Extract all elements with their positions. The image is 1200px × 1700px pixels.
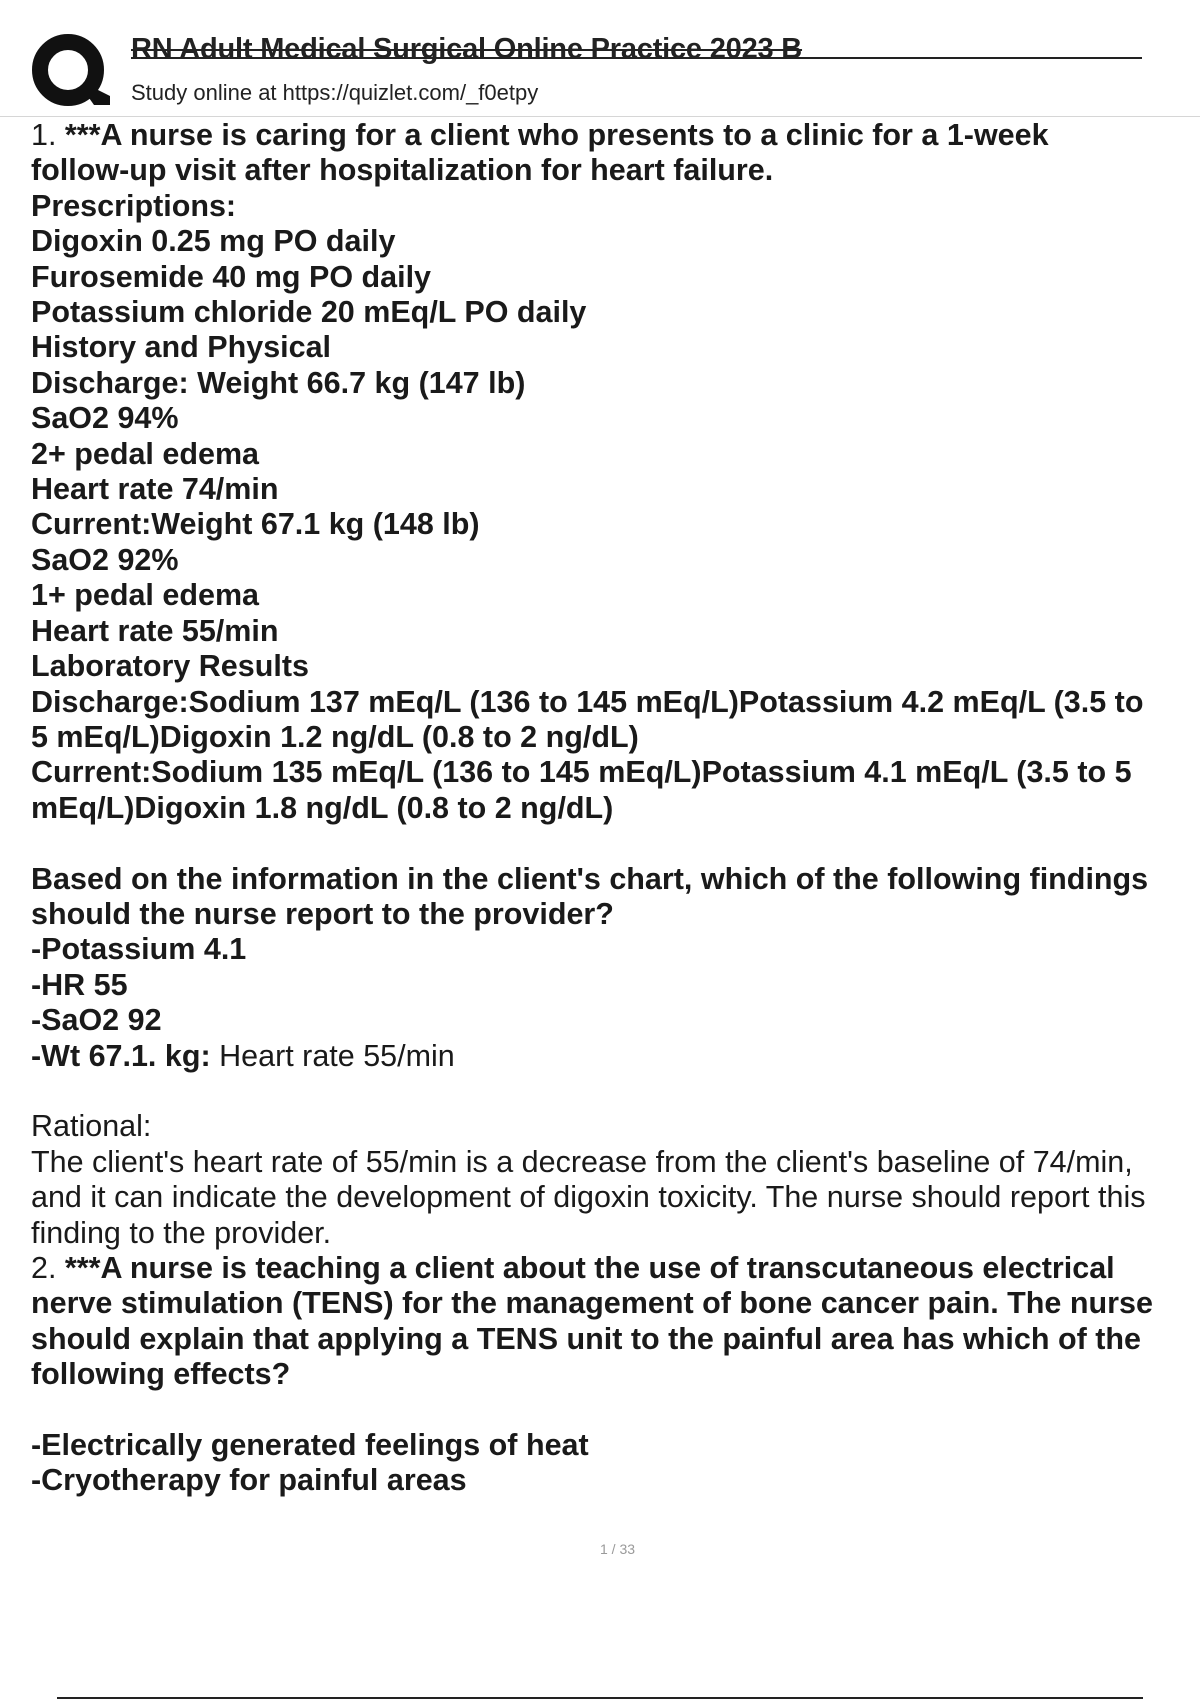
question-line: 2. ***A nurse is teaching a client about the use of transcutaneous electrical xyxy=(31,1250,1115,1285)
question-line: Heart rate 55/min xyxy=(31,613,279,648)
blank-line xyxy=(31,826,1200,861)
question-line: 1+ pedal edema xyxy=(31,578,260,613)
question-line: Laboratory Results xyxy=(31,649,309,684)
question-number: 2. xyxy=(31,1250,57,1285)
question-line: History and Physical xyxy=(31,330,332,365)
question-line: Based on the information in the client's chart, which of the following findings xyxy=(31,861,1149,896)
question-line: follow-up visit after hospitalization for heart failure. xyxy=(31,153,774,188)
question-line: 5 mEq/L)Digoxin 1.2 ng/dL (0.8 to 2 ng/dL) xyxy=(31,719,639,754)
question-line: Potassium chloride 20 mEq/L PO daily xyxy=(31,295,587,330)
rationale-line: The client's heart rate of 55/min is a decrease from the client's baseline of 74/min, xyxy=(31,1144,1133,1179)
blank-line xyxy=(31,1393,1200,1428)
title-underline xyxy=(131,57,1142,59)
footer-divider xyxy=(57,1697,1143,1699)
answer-option: -Cryotherapy for painful areas xyxy=(31,1463,467,1498)
document-title: RN Adult Medical Surgical Online Practice 2023 B xyxy=(131,33,803,65)
question-line: SaO2 94% xyxy=(31,401,179,436)
question-line: Digoxin 0.25 mg PO daily xyxy=(31,224,396,259)
question-line: 1. ***A nurse is caring for a client who presents to a clinic for a 1-week xyxy=(31,118,1049,152)
question-line: following effects? xyxy=(31,1357,291,1392)
answer-option: -SaO2 92 xyxy=(31,1003,162,1038)
question-line: should explain that applying a TENS unit to the painful area has which of the xyxy=(31,1321,1141,1356)
question-line: Prescriptions: xyxy=(31,188,237,223)
page-header xyxy=(0,0,1200,118)
rationale-label: Rational: xyxy=(31,1109,152,1144)
study-online-link[interactable]: Study online at https://quizlet.com/_f0etpy xyxy=(131,80,539,105)
question-line: mEq/L)Digoxin 1.8 ng/dL (0.8 to 2 ng/dL) xyxy=(31,790,614,825)
document-body xyxy=(31,118,1200,1499)
question-line: nerve stimulation (TENS) for the management of bone cancer pain. The nurse xyxy=(31,1286,1153,1321)
answer-option: -Wt 67.1. kg: xyxy=(31,1038,211,1073)
question-line: Current:Weight 67.1 kg (148 lb) xyxy=(31,507,480,542)
question-number: 1. xyxy=(31,118,57,152)
answer-option: -Electrically generated feelings of heat xyxy=(31,1427,589,1462)
page-number: 1 / 33 xyxy=(599,1541,636,1557)
answer-option: -Potassium 4.1 xyxy=(31,932,247,967)
answer-line xyxy=(31,1039,1200,1074)
blank-line xyxy=(31,1074,1200,1109)
question-line: SaO2 92% xyxy=(31,542,179,577)
question-line: Furosemide 40 mg PO daily xyxy=(31,259,432,294)
quizlet-logo-icon xyxy=(30,30,114,112)
rationale-line: finding to the provider. xyxy=(31,1215,332,1250)
question-line: Discharge: Weight 66.7 kg (147 lb) xyxy=(31,365,526,400)
correct-answer: Heart rate 55/min xyxy=(219,1038,455,1073)
question-line: Discharge:Sodium 137 mEq/L (136 to 145 mEq/L)Potassium 4.2 mEq/L (3.5 to xyxy=(31,684,1144,719)
question-line: should the nurse report to the provider? xyxy=(31,896,614,931)
question-line: Heart rate 74/min xyxy=(31,472,279,507)
question-line: 2+ pedal edema xyxy=(31,436,260,471)
answer-option: -HR 55 xyxy=(31,967,128,1002)
question-line: Current:Sodium 135 mEq/L (136 to 145 mEq/L)Potassium 4.1 mEq/L (3.5 to 5 xyxy=(31,755,1132,790)
header-divider xyxy=(0,116,1200,117)
rationale-line: and it can indicate the development of digoxin toxicity. The nurse should report this xyxy=(31,1180,1146,1215)
